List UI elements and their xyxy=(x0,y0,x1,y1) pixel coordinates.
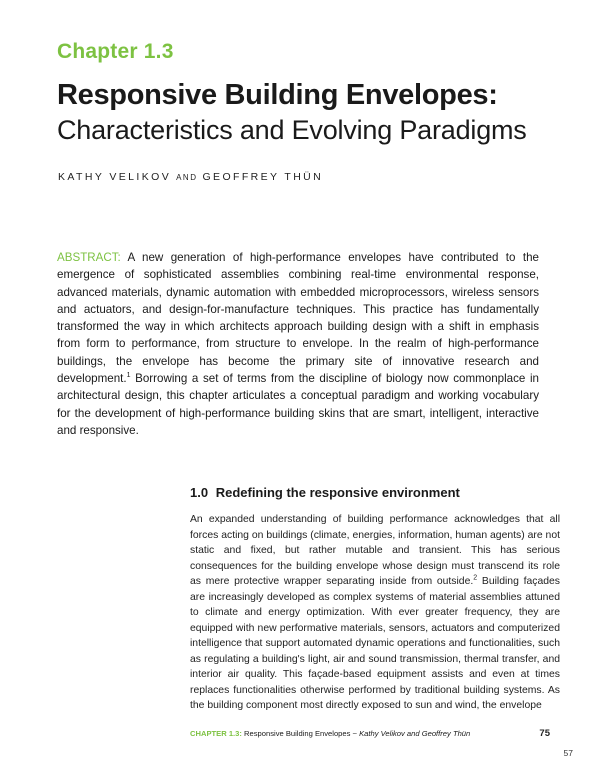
title-subtitle: Characteristics and Evolving Paradigms xyxy=(57,115,527,145)
footer-chapter: CHAPTER 1.3: xyxy=(190,729,242,738)
page-number: 57 xyxy=(563,748,573,758)
abstract-text-part1: A new generation of high-performance envelopes have contributed to the emergence of sophisticated assemblies combining real-time environmental response, advanced materials, dynamic automation with embedded microprocessors, wireless sensors and actuators, and design-for-manufacture techniques. This practice has fundamentally transformed the way in which architects approach building design with a shift in emphasis from form to performance, from structure to envelope. In the realm of high-performance buildings, the envelope has become the primary site of innovative research and development. xyxy=(57,251,539,386)
footer-authors: Kathy Velikov and Geoffrey Thün xyxy=(359,729,471,738)
authors-line xyxy=(58,171,323,183)
section-number: 1.0 xyxy=(190,485,209,500)
abstract-lead: ABSTRACT: xyxy=(57,251,121,264)
section-body-part2: Building façades are increasingly developed as complex systems of material assemblies attuned to climate and energy optimization. With ever greater frequency, they are equipped with new performative materials, sensors, actuators and computerized intelligence that support automated dynamic operations and functionalities, such as regulating a building's light, air and sound transmission, thermal transfer, and interior air quality. This façade-based equipment assists and even at times replaces functionalities otherwise performed by traditional building systems. As the building component most directly exposed to sun and wind, the envelope xyxy=(190,576,560,711)
section-heading xyxy=(190,485,460,500)
chapter-label: Chapter 1.3 xyxy=(57,40,174,63)
author-second: GEOFFREY THÜN xyxy=(202,171,324,183)
abstract-paragraph xyxy=(57,249,539,439)
section-body xyxy=(190,512,560,714)
author-first: KATHY VELIKOV xyxy=(58,171,172,183)
title-main xyxy=(57,79,498,112)
footnote-ref-2: 2 xyxy=(473,574,478,582)
abstract-text-part2: Borrowing a set of terms from the discipline of biology now commonplace in architectural design, this chapter articulates a conceptual paradigm and working vocabulary for the development of high-performance building skins that are smart, intelligent, interactive and responsive. xyxy=(57,372,539,437)
title-main-text: Responsive Building Envelopes xyxy=(57,79,489,111)
title-colon: : xyxy=(488,79,498,111)
section-title: Redefining the responsive environment xyxy=(215,485,460,500)
footer-page-number: 75 xyxy=(539,728,550,739)
footnote-ref-1: 1 xyxy=(126,372,131,380)
section-body-part1: An expanded understanding of building performance acknowledges that all forces acting on buildings (climate, energies, information, human agents) are not static and fixed, but rather mutable and transient. This has serious consequences for the building envelope whose design must transcend its role as mere protective wrapper separating inside from outside. xyxy=(190,514,560,587)
footer-title: Responsive Building Envelopes ~ xyxy=(244,729,357,738)
author-connector: AND xyxy=(176,173,198,182)
running-footer xyxy=(190,729,560,743)
